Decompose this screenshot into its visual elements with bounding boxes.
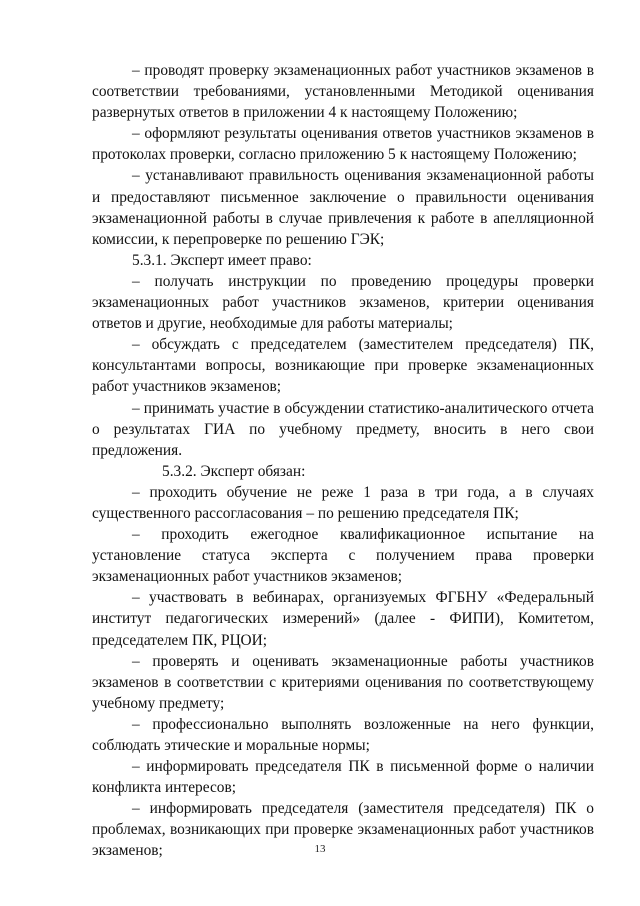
body-text xyxy=(92,60,594,862)
list-item: – информировать председателя (заместителя председателя) ПК о проблемах, возникающих при проверке экзаменационных работ участников экзаменов; xyxy=(92,800,594,860)
section-heading-5-3-2: 5.3.2. Эксперт обязан: xyxy=(162,462,306,480)
list-item: – получать инструкции по проведению процедуры проверки экзаменационных работ участников экзаменов, критерии оценивания ответов и другие, необходимые для работы материалы; xyxy=(92,272,594,333)
list-item: – обсуждать с председателем (заместителем председателя) ПК, консультантами вопросы, возникающие при проверке экзаменационных работ участников экзаменов; xyxy=(92,336,594,396)
list-item: – участвовать в вебинарах, организуемых ФГБНУ «Федеральный институт педагогических измерений» (далее - ФИПИ), Комитетом, председателем ПК, РЦОИ; xyxy=(92,589,594,649)
list-item: – проверять и оценивать экзаменационные работы участников экзаменов в соответствии с критериями оценивания по соответствующему учебному предмету; xyxy=(92,652,594,712)
list-item: – проводят проверку экзаменационных работ участников экзаменов в соответствии требованиями, установленными Методикой оценивания развернутых ответов в приложении 4 к настоящему Положению; xyxy=(92,62,594,122)
list-item: – проходить обучение не реже 1 раза в три года, а в случаях существенного рассогласования – по решению председателя ПК; xyxy=(92,483,594,522)
list-item: – оформляют результаты оценивания ответов участников экзаменов в протоколах проверки, согласно приложению 5 к настоящему Положению; xyxy=(92,125,594,164)
list-item: – устанавливают правильность оценивания экзаменационной работы и предоставляют письменное заключение о правильности оценивания экзаменационной работы в случае привлечения к работе в апелляционной комиссии, к перепроверке по решению ГЭК; xyxy=(92,167,594,248)
list-item: – информировать председателя ПК в письменной форме о наличии конфликта интересов; xyxy=(92,758,594,797)
list-item: – профессионально выполнять возложенные на него функции, соблюдать этические и моральные нормы; xyxy=(92,715,594,754)
page-number: 13 xyxy=(314,843,326,855)
list-item: – проходить ежегодное квалификационное испытание на установление статуса эксперта с получением права проверки экзаменационных работ участников экзаменов; xyxy=(92,526,594,586)
list-item: – принимать участие в обсуждении статистико-аналитического отчета о результатах ГИА по учебному предмету, вносить в него свои предложения. xyxy=(92,399,594,459)
section-heading-5-3-1: 5.3.1. Эксперт имеет право: xyxy=(132,251,312,269)
